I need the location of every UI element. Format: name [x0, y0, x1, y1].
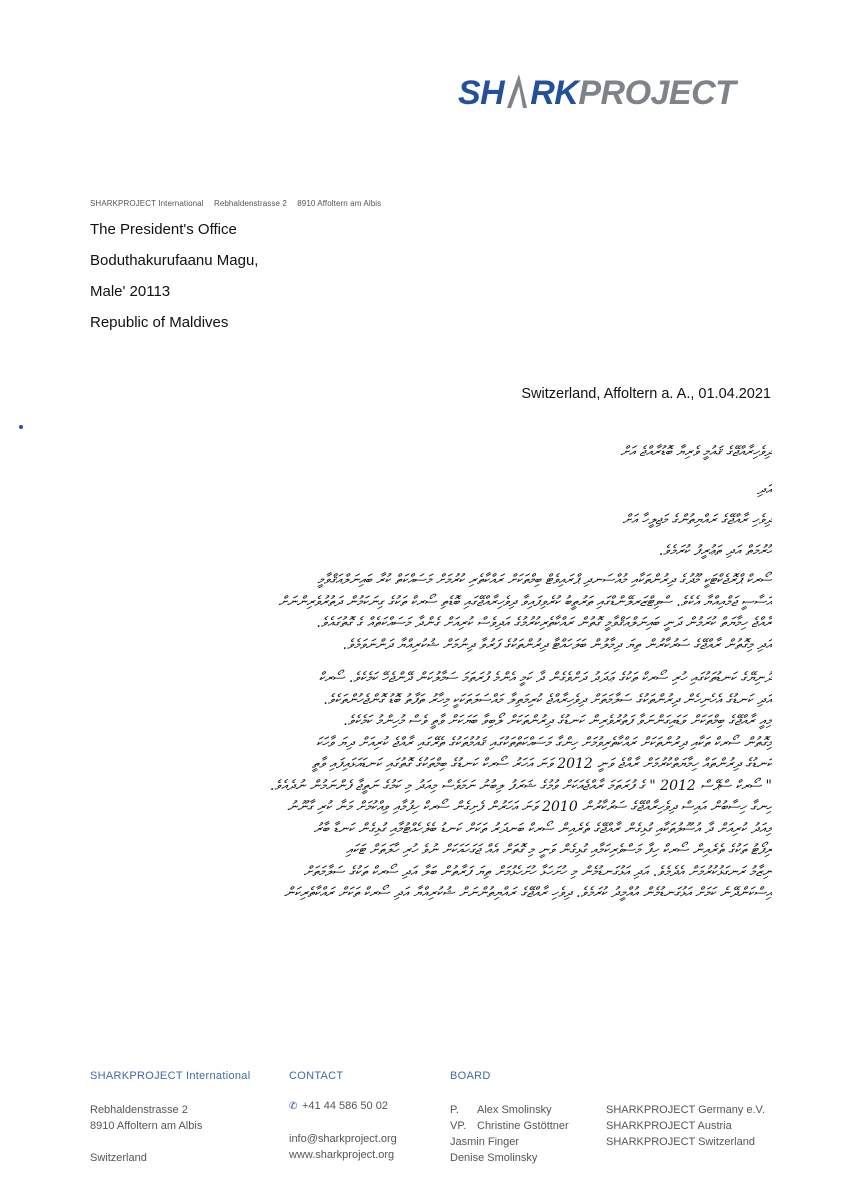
recipient-line: Boduthakurufaanu Magu,: [90, 252, 259, 269]
board-member: [450, 1150, 569, 1166]
footer-contact: [289, 1068, 397, 1163]
board-member: [450, 1118, 569, 1134]
sender-city: 8910 Affoltern am Albis: [297, 199, 382, 208]
letter-paragraph-1: [90, 570, 772, 656]
sender-name: SHARKPROJECT International: [90, 199, 204, 208]
paragraph-line: އަސާސީ ޖަމްއިއްޔާ އެކެވެ. ސްވިޓްޒަރލޭންޑްގައި ތަރުތީބު ކުރެވިފައިވާ ދިވެހިރާއްޖޭގައި ބޮޑެތި ސޯރކް ތަކުގެ ގިނަކަމުން ދަތުރުވެރިންނަށް: [278, 593, 772, 610]
paragraph-line: ސޯރކް ޕްރޮޖެކްޓަކީ މޫދުގެ ދިރުންތަކާއި މުއްސަނދި ޕްރައިވެޓް ބިމްތަކަށް ރައްކާތެރި ކުރުމަށް މަސައްކަތް ކުރާ ބައިނަލްއަޤްވާމީ: [317, 572, 772, 588]
affiliate-austria: SHARKPROJECT Austria: [606, 1120, 732, 1132]
footer-website[interactable]: www.sharkproject.org: [289, 1149, 395, 1161]
recipient-line: The President's Office: [90, 221, 237, 238]
paragraph-line: " ސޯރކް ސްޕޭސް 2012 " ގެ ފުރަތަމަ ރާއްޖެއަކަށް ވުމުގެ ޝަރަފު ލިބުނު ނަމަވެސް މިއަދު މި ކަމުގެ ނަތީޖާ ފެންނަމުން ނުދެއެވެ.: [269, 777, 772, 794]
board-name: Jasmin Finger: [450, 1136, 520, 1148]
footer-phone-number[interactable]: +41 44 586 50 02: [302, 1100, 388, 1112]
paragraph-line: ކަނޑުގެ ދިރުންތައް ހިމާޔަތްކުރުމަށް ރާއްޖެ ވަނީ 2012 ވަނަ އަހަރު ސޯރކް ކަނޑުގެ ބިމްތަކުގެ ގޮތުގައި ކަނޑައަޅައިފައި ވާތީ: [311, 756, 772, 772]
letter-heading: ދިވެހިރާއްޖޭގެ ޤައުމީ ވެރިޔާ ބޮޑުރާއްޖެ އަށް: [620, 444, 772, 460]
footer-email[interactable]: info@sharkproject.org: [289, 1133, 397, 1145]
footer-contact-heading: CONTACT: [289, 1070, 344, 1082]
footer-board: [450, 1068, 569, 1166]
paragraph-line: ނިޒާމު ރަނގަޅުކުރުމަށް އެދެމެވެ. އަދި އަޅުގަނޑުމެން މި ހުށަހަޅާ ހުށަހެޅުމަށް ތިޔަ ފަރާތުން ބަލާ އަދި ސޯރކް ތަކުގެ ސަލާމަތަށް: [303, 863, 772, 880]
board-role: VP.: [450, 1120, 467, 1132]
footer-board-heading: BOARD: [450, 1070, 491, 1082]
board-member: [450, 1102, 569, 1118]
paragraph-line: ރިފޯޓު ތަކުގެ ތެރެއިން ސޯރކް ހިފާ މަސްވެރިކަމާއި ގުޅިގެން ވަނީ މި ގޮތަށް އެއް ޖަގަހައަކަށް ނުވެ ހުރި ހާލަތަށް ޓަކައި: [345, 842, 772, 858]
board-name: Alex Smolinsky: [477, 1104, 552, 1116]
recipient-line: Republic of Maldives: [90, 314, 229, 331]
footer-street: Rebhaldenstrasse 2: [90, 1104, 188, 1116]
affiliate-switzerland: SHARKPROJECT Switzerland: [606, 1136, 755, 1148]
margin-dot: [19, 425, 23, 429]
board-name: Christine Gstöttner: [477, 1120, 569, 1132]
sharkproject-logo: [458, 70, 788, 120]
board-role: P.: [450, 1104, 459, 1116]
footer-org: [90, 1068, 250, 1166]
board-member: [450, 1134, 569, 1150]
sender-line: [90, 199, 389, 208]
paragraph-line: އަދި މިގޮތުން ރާއްޖޭގެ ސަރުކާރުން ތިޔަ ދިމާލުން ބަލަހައްޓާ ދިރުންތަކުގެ ފަރުވާ ދިނުމަށް ޝުކުރިއްޔާ ދަންނަވަމެވެ.: [342, 636, 772, 653]
date-line: Switzerland, Affoltern a. A., 01.04.2021: [521, 386, 771, 402]
letter-line: އަދި: [756, 482, 772, 498]
paragraph-line: އިސްކަންދޭނެ ކަމަށް އަޅުގަނޑުމެން އުއްމީދު ކުރަމެވެ. ދިވެހި ރާއްޖޭގެ ރައްޔިތުންނަށް ޝުކުރިއްޔާ އަދި ސޯރކް ތަކަށް ރައްކާތެރިކަން: [284, 885, 772, 901]
paragraph-line: މިއަދު ކުރިއަށް ދާ އުސޫލުތަކާއި ގުޅިގެން ރާއްޖޭގެ ތެރެއިން ސޯރކް ބަނދަރު ތަކަށް ކަނޑު ބެލެހެއްޓުމާއި ގުޅިގެން ކަނޑާ ބާރު: [313, 820, 772, 837]
logo-shark-part: SH: [458, 74, 505, 112]
logo-project-part: PROJECT: [578, 74, 736, 112]
affiliate-germany: SHARKPROJECT Germany e.V.: [606, 1104, 765, 1116]
paragraph-line: ދުނިޔޭގެ ކަނޑުތަކުގައި ހުރި ސޯރކް ތަކުގެ ޢަދަދު ދަށްވެގެން ދާ ކަމީ އެންމެ ފުރަތަމަ ސަމާލުކަން ދޭންޖެހޭ ކަމެކެވެ. ސޯރކް: [318, 670, 772, 686]
shark-fin-icon: [505, 70, 529, 110]
paragraph-line: މިގޮތުން ސޯރކް ތަކާއި ދިރުންތަކަށް ރައްކާތެރިވުމަށް ހިންގާ މަސައްކަތްތަކުގައި ޤައުމުތަކުގެ ތެރޭގައި ރާއްޖެ ކުރިއަށް ދިޔަ ވާހަކަ: [315, 734, 772, 751]
footer-city: 8910 Affoltern am Albis: [90, 1120, 203, 1132]
recipient-line: Male' 20113: [90, 283, 171, 300]
letter-paragraph-2: [90, 668, 772, 905]
footer-affiliates: [606, 1068, 765, 1150]
board-name: Denise Smolinsky: [450, 1152, 538, 1164]
paragraph-line: އަދި ކަނޑުގެ އެހެނިހެން ދިރުންތަކުގެ ސަލާމަތަށް ދިވެހިރާއްޖެ ކުރިމަތިލާ މައްސަލަތަކަކީ މިހާރު ތަފާތު ބޮޑު ގޮންޖެހުންތަކެވެ.: [323, 691, 772, 708]
footer-org-heading: SHARKPROJECT International: [90, 1070, 251, 1082]
letter-line: ދިވެހި ރާއްޖޭގެ ރައްޔިތުންގެ މަޖިލީހާ އަށް: [622, 512, 772, 528]
footer-phone: [289, 1098, 397, 1115]
sender-street: Rebhaldenstrasse 2: [213, 199, 287, 208]
letter-line: ޙުރުމަތް އަދި ތަޢުރީފު ކުރަމެވެ.: [658, 543, 772, 559]
logo-rk-part: RK: [530, 74, 579, 112]
paragraph-line: މިއީ ރާއްޖޭގެ ބިމްތަކަށް ވަޑައިގަންނަވާ ފަތުރުވެރިން ކަނޑުގެ ދިރުންތަކަށް ލޯބިވާ ބަޔަކަށް ވާތީ ވެސް މުހިންމު ކަމެކެވެ.: [343, 713, 772, 729]
recipient-address: [90, 220, 258, 344]
paragraph-line: ހިނގާ ހިސާބުން އައިސް ދިވެހިރާއްޖޭގެ ސަރުކާރުން 2010 ވަނަ އަހަރުން ފެށިގެން ސޯރކް ހިފުމާއި ވިއްކުމަށް މަނާ ކުރި ގާނޫނު: [287, 799, 772, 815]
phone-icon: ✆: [289, 1101, 298, 1112]
paragraph-line: ރާއްޖެ ހިމާޔަތް ކުރަމުން ދަނީ ބައިނަލްއަޤްވާމީ ގޮތުން ރައްކާތެރިކުރުމުގެ އަދިވެސް ކުރިއަށް ގެންދާ މަސައްކަތެއް ގެ ގޮތުގައެވެ.: [316, 615, 772, 631]
footer-country: Switzerland: [90, 1152, 147, 1164]
